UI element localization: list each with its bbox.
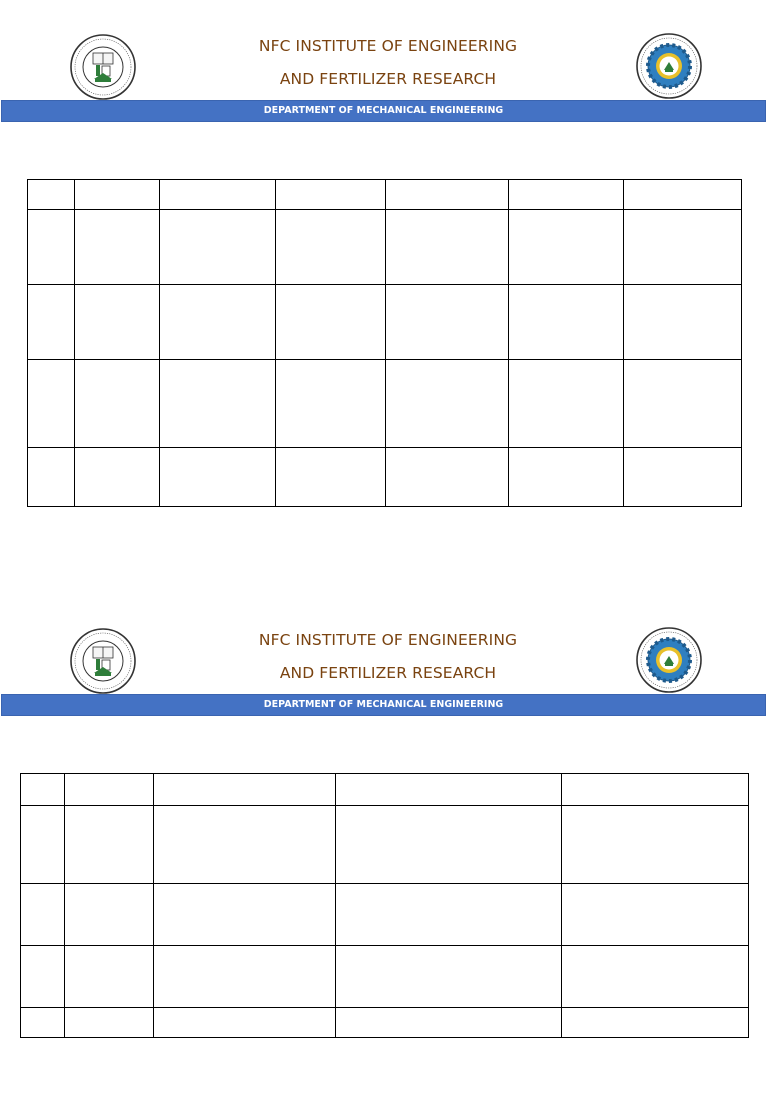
table-cell[interactable]	[509, 210, 624, 285]
table-row	[21, 884, 749, 946]
table-cell[interactable]	[21, 1008, 65, 1038]
table-cell[interactable]	[336, 884, 562, 946]
institute-seal-icon	[69, 33, 137, 101]
table-cell[interactable]	[65, 774, 154, 806]
table-cell[interactable]	[160, 180, 276, 210]
table-cell[interactable]	[154, 946, 336, 1008]
table-cell[interactable]	[336, 946, 562, 1008]
institute-name-line-2: AND FERTILIZER RESEARCH	[279, 70, 497, 88]
table-cell[interactable]	[65, 806, 154, 884]
table-row	[28, 285, 742, 360]
table-cell[interactable]	[160, 448, 276, 507]
table-cell[interactable]	[386, 360, 509, 448]
table-cell[interactable]	[562, 884, 749, 946]
table-cell[interactable]	[562, 1008, 749, 1038]
institute-name-line-1: NFC INSTITUTE OF ENGINEERING	[258, 37, 518, 55]
table-cell[interactable]	[276, 285, 386, 360]
department-banner: DEPARTMENT OF MECHANICAL ENGINEERING	[1, 694, 766, 716]
table-cell[interactable]	[336, 774, 562, 806]
table-cell[interactable]	[624, 360, 742, 448]
table-cell[interactable]	[28, 180, 75, 210]
table-cell[interactable]	[28, 448, 75, 507]
department-banner: DEPARTMENT OF MECHANICAL ENGINEERING	[1, 100, 766, 122]
table-cell[interactable]	[75, 360, 160, 448]
table-cell[interactable]	[75, 180, 160, 210]
gear-emblem-icon	[635, 32, 703, 100]
table-cell[interactable]	[624, 448, 742, 507]
table-cell[interactable]	[154, 774, 336, 806]
table-cell[interactable]	[21, 946, 65, 1008]
institute-name-line-2: AND FERTILIZER RESEARCH	[279, 664, 497, 682]
table-cell[interactable]	[160, 210, 276, 285]
table-cell[interactable]	[276, 210, 386, 285]
table-cell[interactable]	[562, 806, 749, 884]
table-cell[interactable]	[75, 285, 160, 360]
table-row	[21, 806, 749, 884]
table-cell[interactable]	[154, 884, 336, 946]
table-cell[interactable]	[336, 806, 562, 884]
table-cell[interactable]	[65, 946, 154, 1008]
table-cell[interactable]	[154, 806, 336, 884]
table-cell[interactable]	[160, 285, 276, 360]
table-cell[interactable]	[276, 180, 386, 210]
table-cell[interactable]	[624, 210, 742, 285]
table-cell[interactable]	[624, 285, 742, 360]
table-cell[interactable]	[386, 180, 509, 210]
table-cell[interactable]	[154, 1008, 336, 1038]
document-page-1	[0, 0, 768, 520]
table-cell[interactable]	[386, 210, 509, 285]
table-row	[21, 1008, 749, 1038]
table-cell[interactable]	[75, 210, 160, 285]
table-cell[interactable]	[21, 884, 65, 946]
table-cell[interactable]	[276, 448, 386, 507]
table-cell[interactable]	[509, 360, 624, 448]
table-cell[interactable]	[336, 1008, 562, 1038]
table-cell[interactable]	[21, 806, 65, 884]
table-cell[interactable]	[562, 774, 749, 806]
table-header-row	[28, 180, 742, 210]
table-row	[21, 946, 749, 1008]
institute-name-line-1: NFC INSTITUTE OF ENGINEERING	[258, 631, 518, 649]
blank-table	[20, 773, 749, 1038]
table-cell[interactable]	[509, 180, 624, 210]
table-row	[28, 210, 742, 285]
table-cell[interactable]	[624, 180, 742, 210]
table-cell[interactable]	[75, 448, 160, 507]
gear-emblem-icon	[635, 626, 703, 694]
table-cell[interactable]	[160, 360, 276, 448]
table-cell[interactable]	[562, 946, 749, 1008]
table-row	[28, 360, 742, 448]
table-cell[interactable]	[509, 448, 624, 507]
table-cell[interactable]	[28, 210, 75, 285]
table-cell[interactable]	[276, 360, 386, 448]
table-cell[interactable]	[65, 1008, 154, 1038]
institute-seal-icon	[69, 627, 137, 695]
table-cell[interactable]	[21, 774, 65, 806]
table-cell[interactable]	[28, 285, 75, 360]
table-cell[interactable]	[386, 285, 509, 360]
table-cell[interactable]	[509, 285, 624, 360]
table-cell[interactable]	[65, 884, 154, 946]
table-cell[interactable]	[386, 448, 509, 507]
table-cell[interactable]	[28, 360, 75, 448]
table-row	[28, 448, 742, 507]
blank-table	[27, 179, 742, 507]
document-page-2	[0, 594, 768, 1114]
table-header-row	[21, 774, 749, 806]
